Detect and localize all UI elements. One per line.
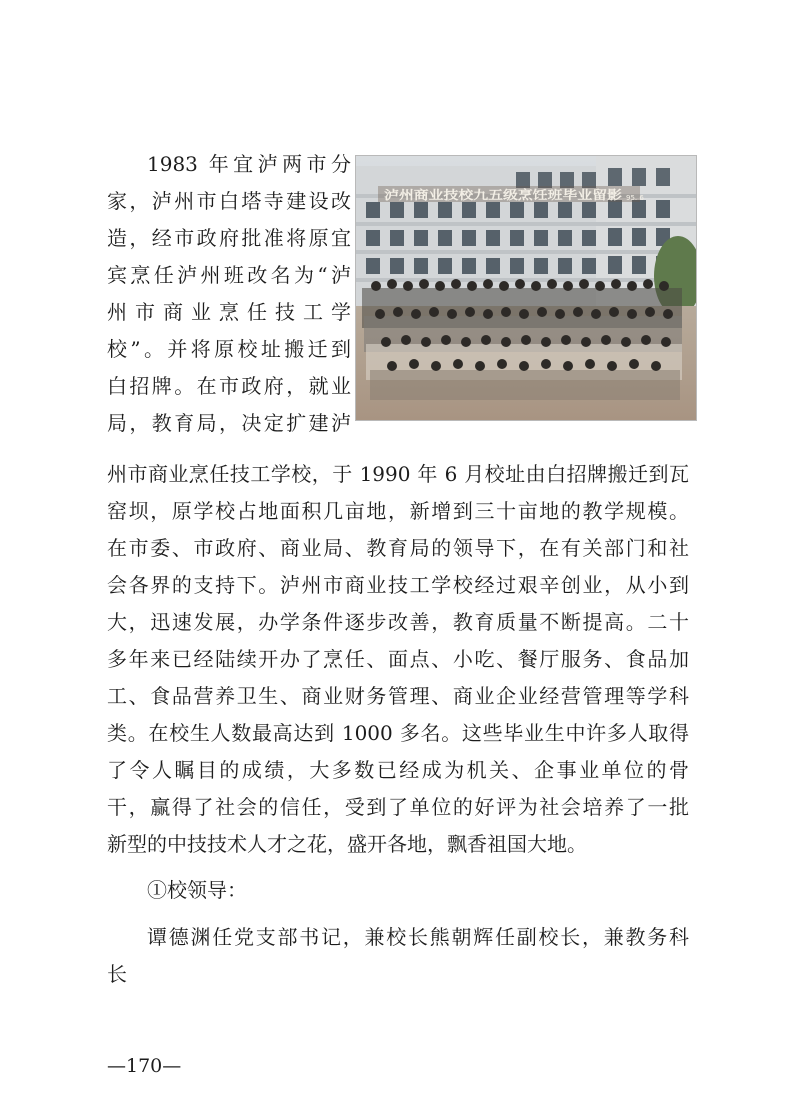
body-line: 类。在校生人数最高达到 1000 多名。这些毕业生中许多人取得 — [107, 721, 689, 745]
body-line: 在市委、市政府、商业局、教育局的领导下，在有关部门和社 — [107, 536, 689, 560]
body-line: 大，迅速发展，办学条件逐步改善，教育质量不断提高。二十 — [107, 610, 689, 634]
photo-banner-date: 95. 6 — [626, 194, 644, 202]
body-line: 州市商业烹任技工学校，于 1990 年 6 月校址由白招牌搬迁到瓦 — [107, 462, 689, 486]
body-line: 窑坝，原学校占地面积几亩地，新增到三十亩地的教学规模。 — [107, 499, 689, 523]
body-line: 会各界的支持下。泸州市商业技工学校经过艰辛创业，从小到 — [107, 573, 689, 597]
body-line: 造，经市政府批准将原宜 — [107, 226, 351, 250]
body-line: 多年来已经陆续开办了烹任、面点、小吃、餐厅服务、食品加 — [107, 647, 689, 671]
body-line: 工、食品营养卫生、商业财务管理、商业企业经营管理等学科 — [107, 684, 689, 708]
body-line: 谭德渊任党支部书记，兼校长熊朝辉任副校长，兼教务科 — [147, 925, 689, 949]
section-heading: ①校领导： — [147, 878, 247, 902]
body-line: 校”。并将原校址搬迁到 — [107, 337, 351, 361]
body-line: 宾烹任泸州班改名为“泸 — [107, 263, 351, 287]
photo-banner-text: 泸州商业技校九五级烹饪班毕业留影 — [384, 188, 577, 202]
body-line: 新型的中技技术人才之花，盛开各地，飘香祖国大地。 — [107, 832, 587, 856]
body-line: 白招牌。在市政府，就业 — [107, 374, 351, 398]
body-line: 州市商业烹任技工学 — [107, 300, 351, 324]
body-line: 干，赢得了社会的信任，受到了单位的好评为社会培养了一批 — [107, 795, 689, 819]
body-line: 局，教育局，决定扩建泸 — [107, 411, 351, 435]
page-number: —170— — [107, 1055, 182, 1077]
body-line: 1983 年宜泸两市分 — [147, 152, 351, 176]
body-line: 长 — [107, 962, 127, 986]
body-line: 家，泸州市白塔寺建设改 — [107, 189, 351, 213]
group-photo-illustration — [356, 156, 696, 420]
graduation-group-photo — [356, 156, 696, 420]
body-line: 了令人瞩目的成绩，大多数已经成为机关、企事业单位的骨 — [107, 758, 689, 782]
